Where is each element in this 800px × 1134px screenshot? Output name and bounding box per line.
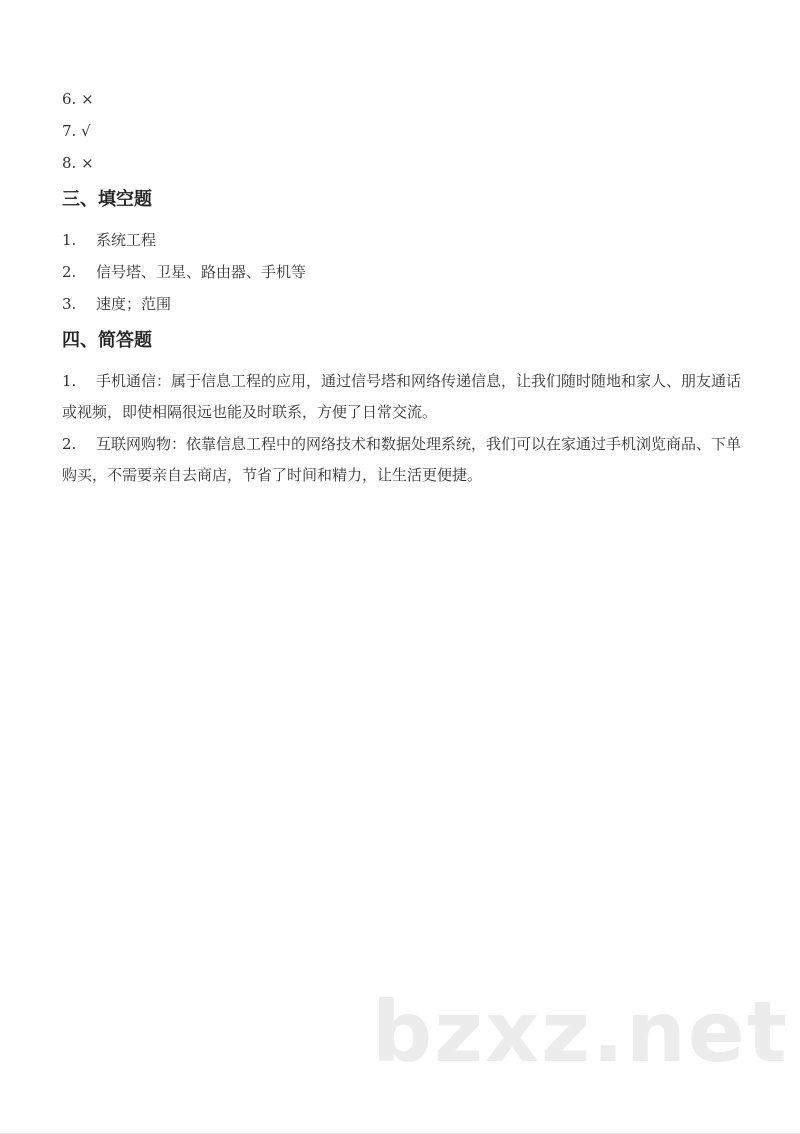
- short-answer-2: [62, 429, 752, 491]
- fill-item-1: [62, 230, 156, 250]
- judge-item-number: 6.: [62, 90, 77, 108]
- judge-item-number: 8.: [62, 154, 77, 172]
- short-answer-number: 2.: [62, 435, 77, 453]
- section4-title: 四、简答题: [62, 330, 152, 351]
- fill-item-number: 1.: [62, 231, 77, 249]
- watermark: bzxz.net: [372, 983, 789, 1081]
- judge-item-7: [62, 121, 91, 141]
- fill-item-text: 系统工程: [96, 231, 157, 249]
- short-answer-1: [62, 366, 752, 428]
- judge-item-number: 7.: [62, 122, 77, 140]
- judge-item-mark: √: [81, 122, 91, 140]
- fill-item-3: [62, 294, 171, 314]
- judge-item-mark: ×: [81, 154, 94, 172]
- judge-item-mark: ×: [81, 90, 94, 108]
- fill-item-2: [62, 262, 306, 282]
- short-answer-text: 互联网购物：依靠信息工程中的网络技术和数据处理系统，我们可以在家通过手机浏览商品、下单购买，不需要亲自去商店，节省了时间和精力，让生活更便捷。: [62, 435, 742, 484]
- section3-title: 三、填空题: [62, 189, 152, 210]
- fill-item-text: 速度；范围: [96, 295, 172, 313]
- judge-item-6: [62, 89, 94, 109]
- short-answer-number: 1.: [62, 372, 77, 390]
- fill-item-number: 2.: [62, 263, 77, 281]
- fill-item-text: 信号塔、卫星、路由器、手机等: [96, 263, 307, 281]
- fill-item-number: 3.: [62, 295, 77, 313]
- judge-item-8: [62, 153, 94, 173]
- short-answer-text: 手机通信：属于信息工程的应用，通过信号塔和网络传递信息，让我们随时随地和家人、朋友通话或视频，即使相隔很远也能及时联系，方便了日常交流。: [62, 372, 742, 421]
